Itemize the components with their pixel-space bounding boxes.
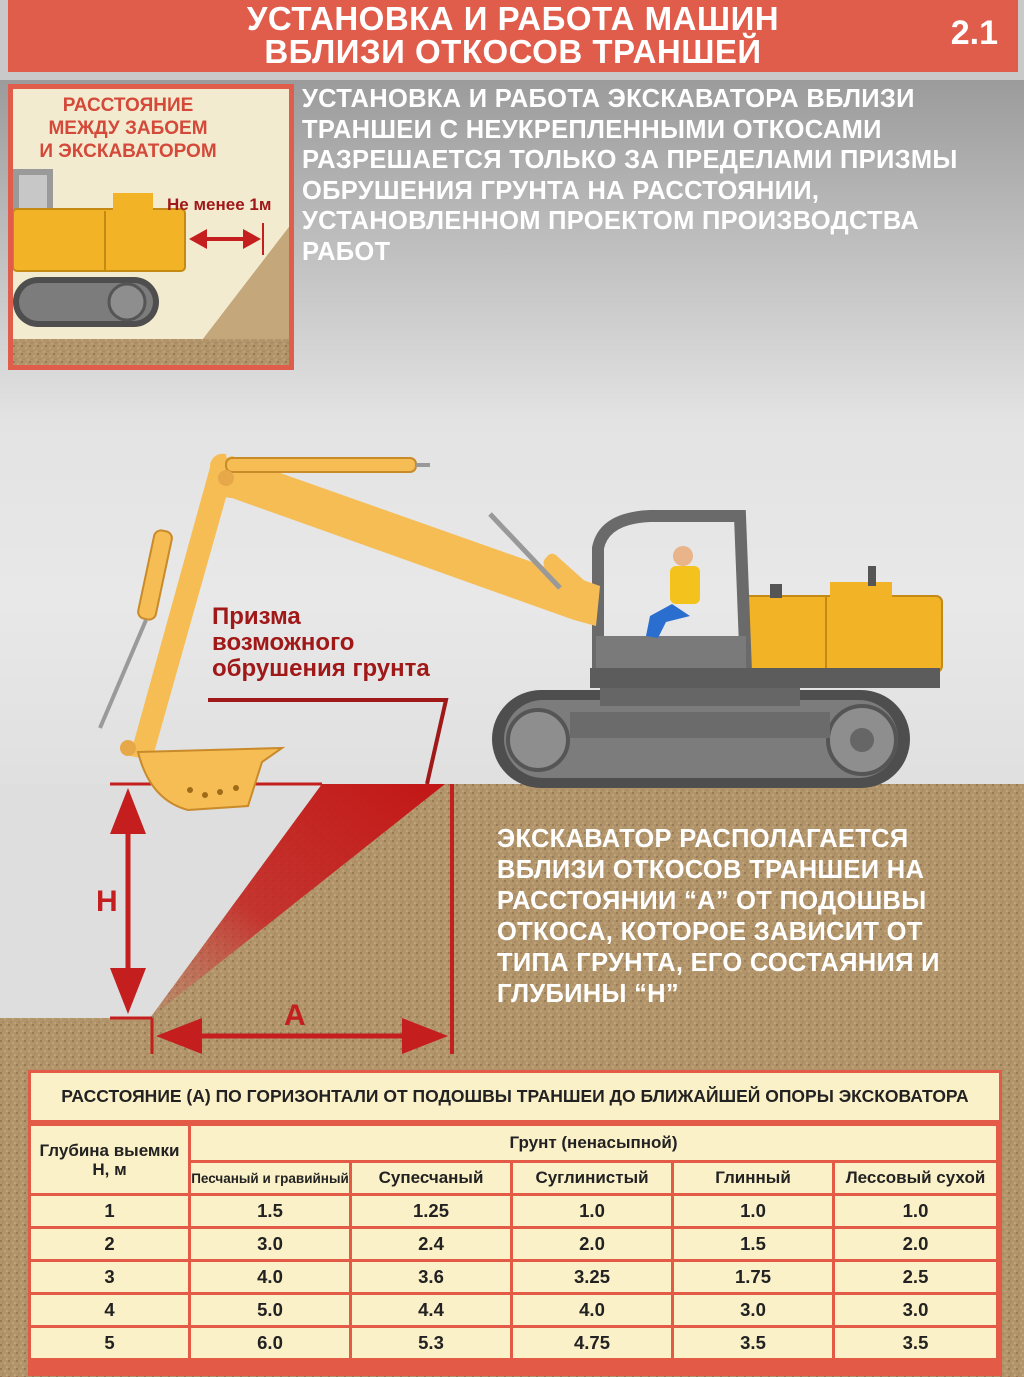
value-cell: 4.4	[352, 1295, 510, 1325]
boom	[210, 456, 600, 626]
table-row	[31, 1295, 996, 1325]
desc-line: ОТКОСА, КОТОРОЕ ЗАВИСИТ ОТ	[497, 918, 923, 946]
depth-cell: 1	[31, 1196, 188, 1226]
inset-caption-line-1: РАССТОЯНИЕ	[62, 95, 194, 116]
inset-caption-line-3: И ЭКСКАВАТОРОМ	[39, 141, 217, 162]
value-cell: 2.0	[835, 1229, 996, 1259]
soil-type-header: Супесчаный	[352, 1163, 510, 1193]
soil-type-header: Лессовый сухой	[835, 1163, 996, 1193]
engine-housing	[740, 596, 942, 672]
inset-illustration	[13, 89, 289, 365]
value-cell: 2.4	[352, 1229, 510, 1259]
poster-number: 2.1	[950, 14, 998, 52]
value-cell: 5.0	[191, 1295, 349, 1325]
desc-line: ГЛУБИНЫ “Н”	[497, 980, 679, 1008]
value-cell: 3.6	[352, 1262, 510, 1292]
title-line-2: ВБЛИЗИ ОТКОСОВ ТРАНШЕЙ	[264, 33, 762, 70]
soil-header: Грунт (ненасыпной)	[191, 1126, 996, 1160]
value-cell: 3.5	[674, 1328, 832, 1358]
table-title: РАССТОЯНИЕ (А) ПО ГОРИЗОНТАЛИ ОТ ПОДОШВЫ ТРАНШЕИ ДО БЛИЖАЙШЕЙ ОПОРЫ ЭКСКОВАТОРА	[31, 1073, 999, 1120]
arm-cylinder	[137, 529, 173, 621]
intro-line: ОБРУШЕНИЯ ГРУНТА НА РАССТОЯНИИ,	[302, 176, 820, 205]
intro-line: УСТАНОВКА И РАБОТА ЭКСКАВАТОРА ВБЛИЗИ	[302, 85, 915, 113]
title-line-1: УСТАНОВКА И РАБОТА МАШИН	[246, 0, 780, 37]
depth-cell: 4	[31, 1295, 188, 1325]
intro-line: УСТАНОВЛЕННОМ ПРОЕКТОМ ПРОИЗВОДСТВА	[302, 207, 920, 235]
inset-panel	[8, 84, 294, 370]
value-cell: 2.0	[513, 1229, 671, 1259]
table-row	[31, 1262, 996, 1292]
depth-header	[31, 1126, 188, 1193]
desc-line: ТИПА ГРУНТА, ЕГО СОСТАЯНИЯ И	[497, 949, 940, 977]
header-bar	[8, 0, 1018, 72]
depth-cell: 2	[31, 1229, 188, 1259]
distance-table	[28, 1070, 1002, 1376]
value-cell: 3.0	[674, 1295, 832, 1325]
value-cell: 1.0	[835, 1196, 996, 1226]
value-cell: 3.5	[835, 1328, 996, 1358]
soil-type-header: Песчаный и гравийный	[191, 1163, 349, 1193]
table-row	[31, 1229, 996, 1259]
value-cell: 4.0	[513, 1295, 671, 1325]
table-row	[31, 1196, 996, 1226]
desc-line: ЭКСКАВАТОР РАСПОЛАГАЕТСЯ	[497, 825, 909, 853]
depth-h-label: Н	[96, 885, 118, 918]
depth-cell: 3	[31, 1262, 188, 1292]
depth-cell: 5	[31, 1328, 188, 1358]
prism-label	[212, 604, 430, 682]
value-cell: 4.0	[191, 1262, 349, 1292]
prism-label-line: обрушения грунта	[212, 655, 430, 682]
distance-a-label: А	[284, 999, 306, 1032]
value-cell: 6.0	[191, 1328, 349, 1358]
value-cell: 4.75	[513, 1328, 671, 1358]
soil-type-header: Суглинистый	[513, 1163, 671, 1193]
soil-type-header: Глинный	[674, 1163, 832, 1193]
value-cell: 1.0	[513, 1196, 671, 1226]
desc-line: РАССТОЯНИИ “А” ОТ ПОДОШВЫ	[497, 887, 927, 915]
desc-line: ВБЛИЗИ ОТКОСОВ ТРАНШЕИ НА	[497, 856, 925, 884]
value-cell: 3.0	[191, 1229, 349, 1259]
boom-cylinder	[226, 458, 416, 472]
value-cell: 1.0	[674, 1196, 832, 1226]
value-cell: 1.25	[352, 1196, 510, 1226]
value-cell: 1.75	[674, 1262, 832, 1292]
intro-text	[302, 84, 1012, 267]
inset-distance-label: Не менее 1м	[167, 195, 272, 214]
header	[0, 0, 1024, 80]
prism-label-line: Призма	[212, 603, 301, 630]
intro-line: РАЗРЕШАЕТСЯ ТОЛЬКО ЗА ПРЕДЕЛАМИ ПРИЗМЫ	[302, 146, 958, 174]
value-cell: 5.3	[352, 1328, 510, 1358]
intro-line: РАБОТ	[302, 237, 391, 266]
table-row	[31, 1328, 996, 1358]
table-grid	[28, 1123, 999, 1361]
value-cell: 2.5	[835, 1262, 996, 1292]
value-cell: 1.5	[674, 1229, 832, 1259]
inset-distance-arrow	[189, 223, 263, 255]
depth-header-line: Глубина выемки	[39, 1140, 180, 1160]
depth-header-line: Н, м	[92, 1159, 127, 1179]
intro-line: ТРАНШЕИ С НЕУКРЕПЛЕННЫМИ ОТКОСАМИ	[302, 115, 882, 144]
value-cell: 3.0	[835, 1295, 996, 1325]
inset-caption-line-2: МЕЖДУ ЗАБОЕМ	[48, 118, 208, 139]
prism-label-line: возможного	[212, 629, 355, 656]
description-text	[497, 824, 1017, 1010]
trench-bottom	[0, 1018, 152, 1078]
value-cell: 3.25	[513, 1262, 671, 1292]
value-cell: 1.5	[191, 1196, 349, 1226]
